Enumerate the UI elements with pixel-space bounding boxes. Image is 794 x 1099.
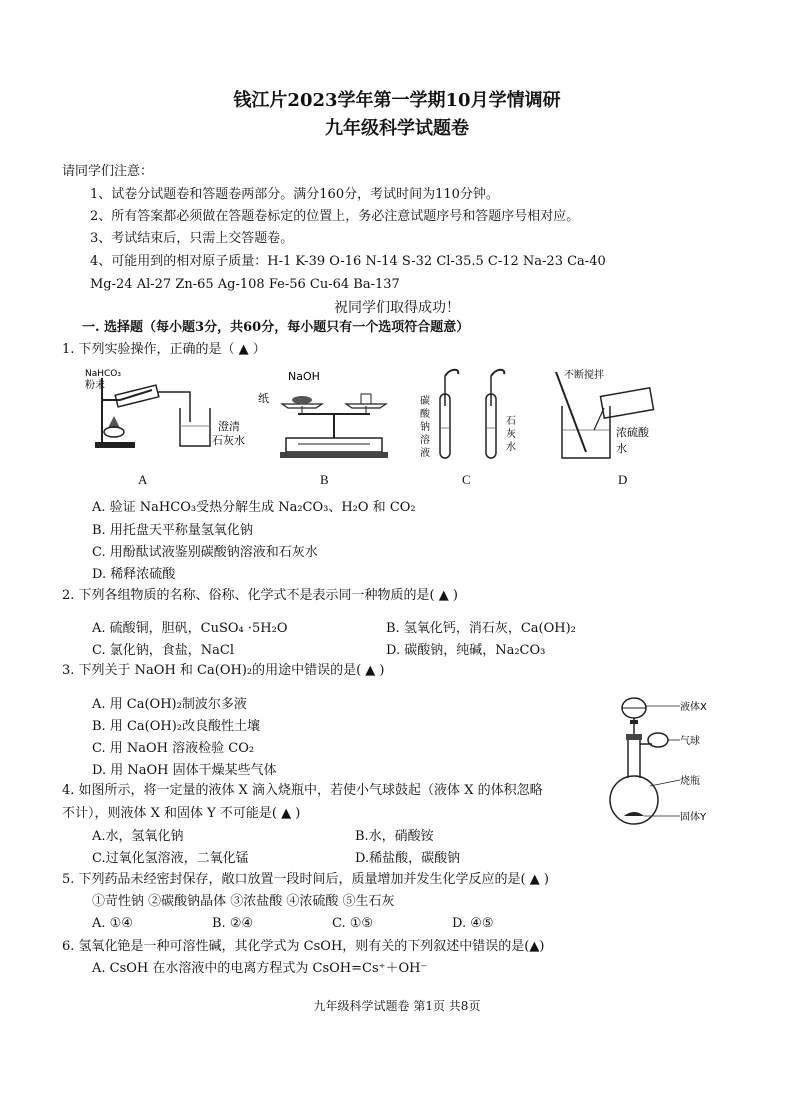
q1-option-c: C. 用酚酞试液鉴别碳酸钠溶液和石灰水 [92, 545, 318, 560]
q1-option-d: D. 稀释浓硫酸 [92, 567, 176, 582]
figure-q4-flask [600, 688, 720, 828]
q6-stem: 6. 氢氧化铯是一种可溶性碱，其化学式为 CsOH，则有关的下列叙述中错误的是(▲) [62, 939, 545, 954]
fig-a-label-powder: 粉末 [85, 380, 105, 391]
q2-option-a: A. 硫酸铜，胆矾，CuSO₄ ·5H₂O [92, 621, 288, 636]
wish-text: 祝同学们取得成功！ [334, 300, 460, 316]
fig-letter-a: A [138, 472, 148, 487]
fig-c-label-2: 酸 [420, 409, 430, 420]
q2-stem: 2. 下列各组物质的名称、俗称、化学式不是表示同一种物质的是( ▲ ) [62, 588, 458, 603]
fig-d-label-acid: 浓硫酸 [616, 426, 649, 439]
q5-items: ①苛性钠 ②碳酸钠晶体 ③浓盐酸 ④浓硫酸 ⑤生石灰 [92, 894, 395, 909]
q4-stem-line2: 不计），则液体 X 和固体 Y 不可能是( ▲ ) [62, 806, 301, 821]
q1-stem: 1. 下列实验操作，正确的是（ ▲ ） [62, 342, 266, 357]
figure-c-test-tubes [418, 366, 528, 470]
fig-c-label-6: 石 [506, 416, 516, 427]
notice-heading: 请同学们注意： [62, 164, 154, 179]
notice-item-1: 1、试卷分试题卷和答题卷两部分。满分160分，考试时间为110分钟。 [90, 187, 499, 202]
q4-label-balloon: 气球 [680, 736, 700, 747]
exam-title-line2: 九年级科学试题卷 [325, 118, 469, 139]
q3-option-b: B. 用 Ca(OH)₂改良酸性土壤 [92, 719, 260, 734]
q1-option-b: B. 用托盘天平称量氢氧化钠 [92, 523, 253, 538]
fig-a-label-clear: 澄清 [218, 420, 240, 433]
fig-letter-c: C [462, 472, 471, 487]
fig-c-label-3: 钠 [420, 422, 430, 433]
figure-a-heating-apparatus [80, 368, 260, 468]
fig-d-label-water: 水 [616, 442, 627, 455]
q5-stem: 5. 下列药品未经密封保存，敞口放置一段时间后，质量增加并发生化学反应的是( ▲ ) [62, 872, 549, 887]
exam-title-line1: 钱江片2023学年第一学期10月学情调研 [233, 90, 561, 111]
fig-c-label-8: 水 [506, 442, 516, 453]
notice-item-2: 2、所有答案都必须做在答题卷标定的位置上，务必注意试题序号和答题序号相对应。 [90, 209, 580, 224]
q4-option-d: D.稀盐酸，碳酸钠 [355, 851, 461, 866]
q2-option-b: B. 氢氧化钙，消石灰，Ca(OH)₂ [386, 621, 576, 636]
fig-letter-b: B [320, 472, 329, 487]
notice-item-5: Mg-24 Al-27 Zn-65 Ag-108 Fe-56 Cu-64 Ba-137 [90, 277, 400, 292]
q5-option-d: D. ④⑤ [452, 916, 494, 931]
fig-c-label-4: 溶 [420, 435, 430, 446]
figure-b-balance [258, 368, 398, 468]
q1-option-a: A. 验证 NaHCO₃受热分解生成 Na₂CO₃、H₂O 和 CO₂ [92, 500, 416, 515]
q5-option-c: C. ①⑤ [332, 916, 374, 931]
fig-d-label-stir: 不断搅拌 [564, 370, 604, 381]
q5-option-b: B. ②④ [212, 916, 254, 931]
fig-letter-d: D [618, 472, 628, 487]
fig-c-label-5: 液 [420, 448, 430, 459]
q5-option-a: A. ①④ [92, 916, 133, 931]
q4-option-b: B.水，硝酸铵 [355, 829, 434, 844]
q3-option-d: D. 用 NaOH 固体干燥某些气体 [92, 763, 277, 778]
q6-option-a: A. CsOH 在水溶液中的电离方程式为 CsOH=Cs⁺＋OH⁻ [92, 961, 428, 976]
q4-option-c: C.过氧化氢溶液，二氧化锰 [92, 851, 249, 866]
fig-b-label-paper: 纸 [258, 392, 269, 405]
notice-item-4: 4、可能用到的相对原子质量：H-1 K-39 O-16 N-14 S-32 Cl-35.5 C-12 Na-23 Ca-40 [90, 254, 606, 269]
q3-stem: 3. 下列关于 NaOH 和 Ca(OH)₂的用途中错误的是( ▲ ) [62, 663, 385, 678]
fig-c-label-1: 碳 [420, 396, 430, 407]
fig-a-label-nahco3: NaHCO₃ [85, 369, 121, 379]
fig-b-label-naoh: NaOH [288, 370, 320, 383]
q4-label-liquid-x: 液体X [680, 702, 707, 713]
page-footer: 九年级科学试题卷 第1页 共8页 [313, 999, 481, 1013]
q4-label-solid-y: 固体Y [680, 812, 707, 823]
q2-option-c: C. 氯化钠，食盐，NaCl [92, 643, 234, 658]
section-heading: 一. 选择题（每小题3分，共60分，每小题只有一个选项符合题意） [82, 320, 470, 335]
notice-item-3: 3、考试结束后，只需上交答题卷。 [90, 231, 294, 246]
q4-label-flask: 烧瓶 [680, 776, 700, 787]
q4-stem-line1: 4. 如图所示，将一定量的液体 X 滴入烧瓶中，若使小气球鼓起（液体 X 的体积忽略 [62, 783, 543, 798]
q3-option-a: A. 用 Ca(OH)₂制波尔多液 [92, 697, 247, 712]
fig-c-label-7: 灰 [506, 429, 516, 440]
figure-d-dilution [548, 366, 668, 470]
q4-option-a: A.水，氢氧化钠 [92, 829, 184, 844]
fig-a-label-limewater: 石灰水 [212, 434, 245, 447]
q3-option-c: C. 用 NaOH 溶液检验 CO₂ [92, 741, 255, 756]
q2-option-d: D. 碳酸钠，纯碱，Na₂CO₃ [386, 643, 546, 658]
